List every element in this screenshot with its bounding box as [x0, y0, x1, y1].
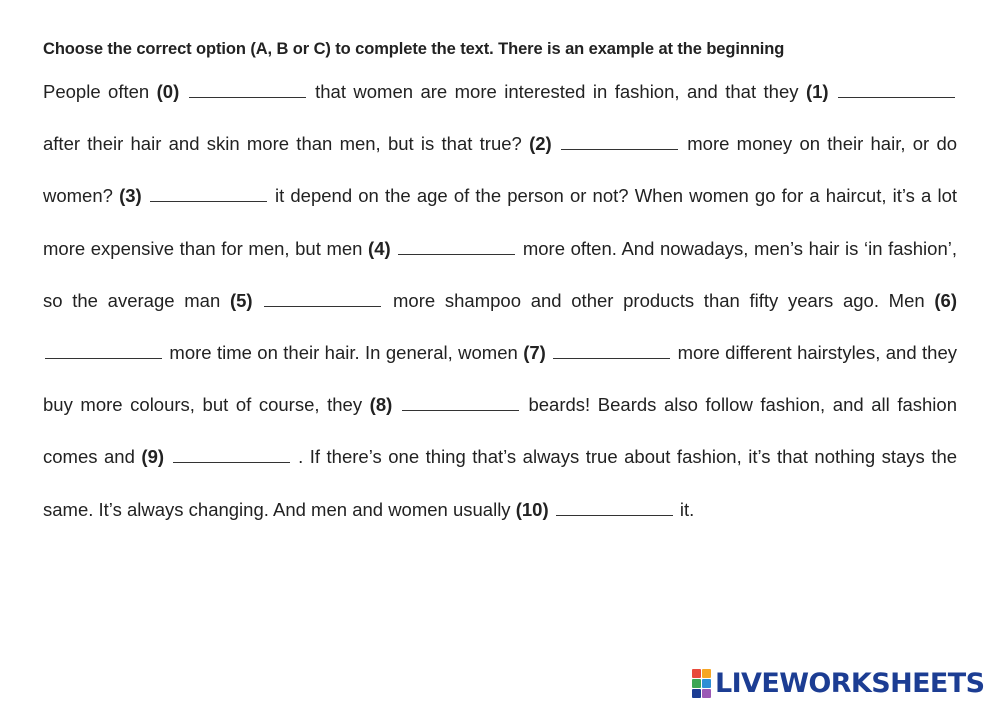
gap-input-10[interactable] [556, 497, 673, 516]
passage-segment: beards! Beards also follow fashion, and all fashion comes and [43, 394, 957, 468]
logo-block [702, 689, 711, 698]
gap-number-0: (0) [156, 81, 180, 102]
logo-blocks-icon [692, 669, 711, 698]
logo-block [692, 669, 701, 678]
gap-input-7[interactable] [553, 340, 670, 359]
passage-segment: that women are more interested in fashion, and that they [315, 81, 799, 102]
passage-segment: it depend on the age of the person or not? When women go for a haircut, it’s a lot more expensive than for men, but men [43, 185, 957, 259]
gap-number-9: (9) [141, 446, 165, 468]
gap-input-2[interactable] [561, 131, 678, 150]
passage-segment: more different hairstyles, and they buy more colours, but of course, they [43, 342, 958, 416]
gap-input-9[interactable] [173, 444, 290, 463]
passage-segment: more often. And nowadays, men’s hair is ‘in fashion’, so the average man [43, 237, 957, 311]
logo-block [702, 669, 711, 678]
passage-text [43, 66, 957, 536]
logo-block [692, 689, 701, 698]
gap-number-1: (1) [805, 81, 829, 102]
passage-segment: more money on their hair, or do women? [43, 133, 958, 207]
gap-number-6: (6) [934, 289, 958, 311]
gap-input-0[interactable] [189, 79, 306, 98]
gap-input-8[interactable] [402, 392, 519, 411]
passage-segment: after their hair and skin more than men, but is that true? [43, 133, 522, 155]
gap-number-4: (4) [368, 237, 391, 259]
gap-number-5: (5) [229, 289, 253, 311]
gap-input-5[interactable] [264, 288, 381, 307]
logo-text: LIVEWORKSHEETS [715, 667, 985, 699]
gap-input-4[interactable] [398, 236, 515, 255]
logo-block [702, 679, 711, 688]
gap-input-6[interactable] [45, 340, 162, 359]
passage-segment: more time on their hair. In general, women [169, 342, 518, 364]
gap-number-7: (7) [523, 342, 546, 364]
gap-input-3[interactable] [150, 183, 267, 202]
gap-input-1[interactable] [838, 79, 955, 98]
gap-number-10: (10) [515, 498, 549, 520]
gap-number-2: (2) [529, 133, 552, 155]
passage-segment: People often [43, 81, 150, 102]
instruction-heading: Choose the correct option (A, B or C) to complete the text. There is an example at the beginning [43, 40, 785, 58]
passage-segment: . If there’s one thing that’s always true about fashion, it’s that nothing stays the same. It’s always changing. And men and women usually [43, 446, 958, 520]
gap-number-3: (3) [119, 185, 142, 207]
passage-segment: more shampoo and other products than fifty years ago. Men [393, 289, 925, 311]
gap-number-8: (8) [369, 394, 393, 416]
logo-block [692, 679, 701, 688]
passage-segment: it. [679, 498, 695, 520]
liveworksheets-logo [692, 668, 984, 698]
